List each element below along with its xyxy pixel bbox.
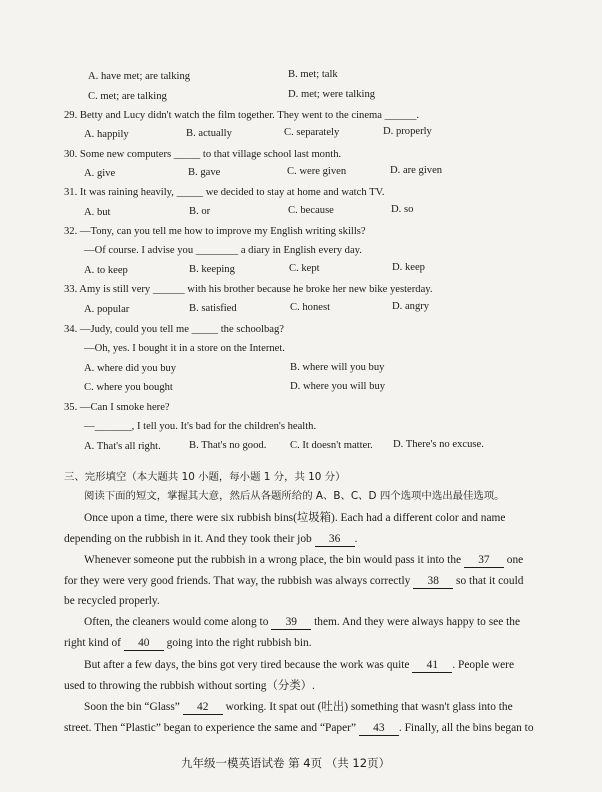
q32-stem: 32. —Tony, can you tell me how to improve my English writing skills? (64, 226, 366, 237)
passage-text: them. And they were always happy to see the (311, 616, 521, 628)
q34-option-a: A. where did you buy (84, 363, 177, 374)
passage-line (84, 616, 520, 630)
section-instruction: 阅读下面的短文，掌握其大意，然后从各题所给的 A、B、C、D 四个选项中选出最佳选项。 (84, 490, 505, 502)
blank-42: 42 (183, 701, 223, 715)
passage-text: used to throwing the rubbish without sorting（分类）. (64, 680, 315, 692)
passage-line (84, 659, 514, 673)
q30-option-a: A. give (84, 168, 116, 179)
passage-text: be recycled properly. (64, 595, 160, 607)
q35-option-b: B. That's no good. (189, 440, 267, 451)
blank-36: 36 (315, 533, 355, 547)
q32-option-b: B. keeping (189, 264, 235, 275)
q35-stem-reply: —_______, I tell you. It's bad for the children's health. (84, 421, 317, 432)
q29-option-b: B. actually (186, 128, 232, 139)
q32-option-c: C. kept (289, 263, 320, 274)
q32-option-a: A. to keep (84, 265, 128, 276)
passage-line (64, 680, 315, 693)
q30-stem: 30. Some new computers _____ to that village school last month. (64, 149, 342, 160)
q31-stem: 31. It was raining heavily, _____ we decided to stay at home and watch TV. (64, 187, 385, 198)
passage-line (64, 533, 357, 547)
passage-text: going into the right rubbish bin. (163, 637, 312, 649)
passage-text: . (354, 533, 358, 545)
passage-text: working. It spat out (吐出) something that wasn't glass into the (222, 701, 513, 713)
passage-text: Soon the bin “Glass” (84, 701, 183, 713)
passage-text: street. Then “Plastic” began to experience the same and “Paper” (64, 722, 359, 734)
passage-line (84, 512, 505, 525)
q29-option-c: C. separately (284, 127, 340, 138)
blank-39: 39 (271, 616, 311, 630)
q34-option-c: C. where you bought (84, 382, 173, 393)
blank-38: 38 (413, 575, 453, 589)
passage-line (64, 575, 523, 589)
passage-text: one (503, 554, 524, 566)
blank-37: 37 (464, 554, 504, 568)
passage-line (64, 722, 534, 736)
q34-stem-reply: —Oh, yes. I bought it in a store on the Internet. (84, 343, 285, 354)
passage-line (84, 701, 513, 715)
q35-option-d: D. There's no excuse. (393, 439, 484, 450)
q30-option-d: D. are given (390, 165, 443, 176)
q29-stem: 29. Betty and Lucy didn't watch the film together. They went to the cinema ______. (64, 110, 420, 121)
q28-option-c: C. met; are talking (88, 91, 167, 102)
q33-option-c: C. honest (290, 302, 331, 313)
passage-text: so that it could (453, 575, 524, 587)
q34-option-d: D. where you will buy (290, 381, 386, 392)
passage-line (64, 637, 312, 651)
q33-option-d: D. angry (392, 301, 430, 312)
q32-stem-reply: —Of course. I advise you ________ a diary in English every day. (84, 245, 362, 256)
passage-line (84, 554, 523, 568)
q31-option-a: A. but (84, 207, 111, 218)
q31-option-c: C. because (288, 205, 334, 216)
q33-option-b: B. satisfied (189, 303, 237, 314)
q28-option-a: A. have met; are talking (88, 71, 191, 82)
q35-option-c: C. It doesn't matter. (290, 440, 373, 451)
passage-text: depending on the rubbish in it. And they took their job (64, 533, 315, 545)
passage-text: But after a few days, the bins got very tired because the work was quite (84, 659, 413, 671)
passage-text: Whenever someone put the rubbish in a wrong place, the bin would pass it into the (84, 554, 464, 566)
passage-text: Once upon a time, there were six rubbish bins(垃圾箱). Each had a different color and name (84, 512, 506, 524)
passage-line (64, 595, 160, 608)
passage-text: Often, the cleaners would come along to (84, 616, 272, 628)
q33-option-a: A. popular (84, 304, 130, 315)
q33-stem: 33. Amy is still very ______ with his brother because he broke her new bike yesterday. (64, 284, 433, 295)
q28-option-b: B. met; talk (288, 69, 338, 80)
q31-option-d: D. so (391, 204, 414, 215)
q29-option-d: D. properly (383, 126, 432, 137)
q32-option-d: D. keep (392, 262, 425, 273)
page-footer: 九年级一模英语试卷 第 4页 （共 12页） (181, 756, 391, 770)
passage-text: for they were very good friends. That way, the rubbish was always correctly (64, 575, 414, 587)
q29-option-a: A. happily (84, 129, 129, 140)
passage-text: right kind of (64, 637, 124, 649)
q30-option-c: C. were given (287, 166, 347, 177)
passage-text: . People were (452, 659, 515, 671)
q35-stem: 35. —Can I smoke here? (64, 402, 170, 413)
blank-40: 40 (124, 637, 164, 651)
passage-text: . Finally, all the bins began to (398, 722, 534, 734)
q31-option-b: B. or (189, 206, 211, 217)
q30-option-b: B. gave (188, 167, 221, 178)
blank-41: 41 (412, 659, 452, 673)
q34-option-b: B. where will you buy (290, 362, 385, 373)
q28-option-d: D. met; were talking (288, 89, 376, 100)
blank-43: 43 (359, 722, 399, 736)
q35-option-a: A. That's all right. (84, 441, 161, 452)
section-heading: 三、完形填空（本大题共 10 小题，每小题 1 分，共 10 分） (64, 471, 346, 483)
q34-stem: 34. —Judy, could you tell me _____ the schoolbag? (64, 324, 284, 335)
